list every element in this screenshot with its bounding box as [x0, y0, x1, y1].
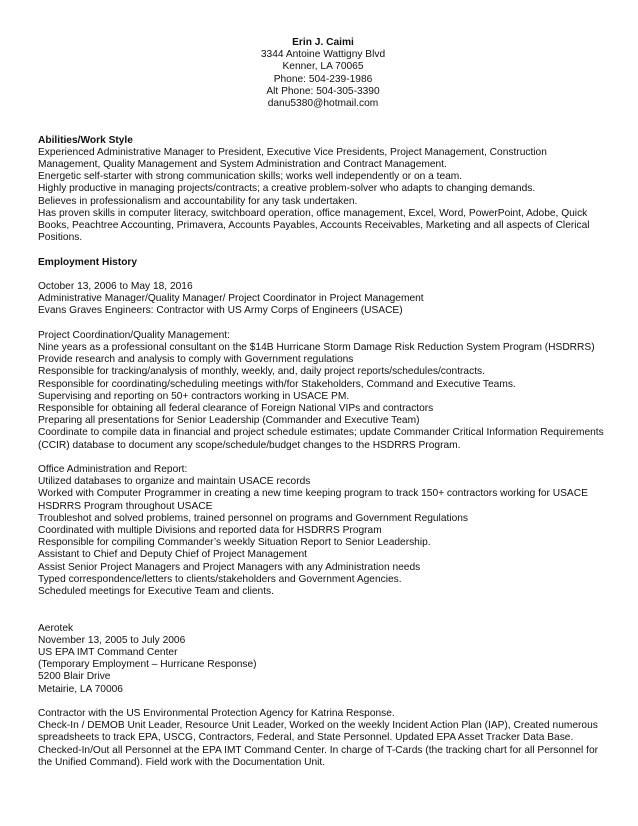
duty-line: Provide research and analysis to comply with Government regulations: [38, 354, 354, 366]
abilities-line: Believes in professionalism and accountability for any task undertaken.: [38, 195, 358, 207]
job-note: (Temporary Employment – Hurricane Response): [38, 659, 257, 671]
duty-line: Preparing all presentations for Senior Leadership (Commander and Executive Team): [38, 415, 420, 427]
email: danu5380@hotmail.com: [267, 98, 379, 110]
job-organization: US EPA IMT Command Center: [38, 647, 178, 659]
job-position: Administrative Manager/Quality Manager/ Project Coordinator in Project Management: [38, 293, 424, 305]
duty-line: Responsible for obtaining all federal clearance of Foreign National VIPs and contractors: [38, 403, 434, 415]
phone: Phone: 504-239-1986: [273, 73, 373, 85]
abilities-line: Highly productive in managing projects/contracts; a creative problem-solver who adapts to changing demands.: [38, 183, 536, 195]
duty-line: Scheduled meetings for Executive Team and clients.: [38, 586, 274, 598]
job-city: Metairie, LA 70006: [38, 683, 123, 695]
job-summary: Contractor with the US Environmental Protection Agency for Katrina Response.: [38, 708, 395, 720]
job-dates: October 13, 2006 to May 18, 2016: [38, 281, 193, 293]
duty-line: Supervising and reporting on 50+ contractors working in USACE PM.: [38, 390, 350, 402]
duty-line: Responsible for tracking/analysis of monthly, weekly, and, daily project reports/schedules/contracts.: [38, 366, 485, 378]
abilities-line: Energetic self-starter with strong communication skills; works well independently or on a team.: [38, 171, 463, 183]
duty-line: Assist Senior Project Managers and Project Managers with any Administration needs: [38, 561, 421, 573]
job-details: Check-In / DEMOB Unit Leader, Resource Unit Leader, Worked on the weekly Incident Action Plan (IAP), Created numerous spreadsheets to track EPA, USCG, Contractors, Federal, and State Personnel. Updated EPA Asset Tracker Data Base. Checked-In/Out all Personnel at the EPA IMT Command Center. In charge of T-Cards (the tracking chart for all Personnel for the Unified Command). Field work with the Documentation Unit.: [38, 720, 599, 768]
address-line-2: Kenner, LA 70065: [282, 61, 364, 73]
duty-line: Worked with Computer Programmer in creating a new time keeping program to track 150+ contractors working for USACE HSDRRS Program throughout USACE: [38, 488, 588, 512]
address-line-1: 3344 Antoine Wattigny Blvd: [260, 49, 386, 61]
job-evans-graves: [38, 281, 608, 598]
job-subsection-title: Office Administration and Report:: [38, 464, 188, 476]
job-employer: Evans Graves Engineers: Contractor with US Army Corps of Engineers (USACE): [38, 305, 403, 317]
employment-section: [38, 257, 608, 769]
abilities-title: Abilities/Work Style: [38, 134, 133, 146]
resume-header: [38, 37, 608, 110]
job-dates: November 13, 2005 to July 2006: [38, 634, 186, 646]
candidate-name: Erin J. Caimi: [292, 37, 354, 48]
duty-line: Typed correspondence/letters to clients/stakeholders and Government Agencies.: [38, 573, 402, 585]
duty-line: Assistant to Chief and Deputy Chief of Project Management: [38, 549, 307, 561]
duty-line: Responsible for coordinating/scheduling meetings with/for Stakeholders, Command and Executive Teams.: [38, 378, 516, 390]
job-aerotek: [38, 623, 608, 769]
abilities-line: Experienced Administrative Manager to President, Executive Vice Presidents, Project Management, Construction Management, Quality Management and System Administration and Contract Management.: [38, 146, 547, 171]
abilities-line: Has proven skills in computer literacy, switchboard operation, office management, Excel, Word, PowerPoint, Adobe, Quick Books, Peachtree Accounting, Primavera, Accounts Payables, Accounts Receivables, Marketing and all aspects of Clerical Positions.: [38, 207, 590, 244]
duty-line: Troubleshot and solved problems, trained personnel on programs and Government Regulations: [38, 512, 469, 524]
job-subsection-title: Project Coordination/Quality Management:: [38, 329, 230, 341]
alt-phone: Alt Phone: 504-305-3390: [266, 85, 380, 97]
duty-line: Coordinate to compile data in financial and project schedule estimates; update Commander Critical Information Requirements (CCIR) database to document any scope/schedule/budget changes to the HSDRRS Program.: [38, 427, 604, 451]
duty-line: Coordinated with multiple Divisions and reported data for HSDRRS Program: [38, 525, 382, 537]
abilities-section: [38, 135, 608, 245]
job-employer: Aerotek: [38, 622, 74, 634]
job-street: 5200 Blair Drive: [38, 671, 111, 683]
duty-line: Responsible for compiling Commander’s weekly Situation Report to Senior Leadership.: [38, 537, 431, 549]
employment-title: Employment History: [38, 256, 138, 268]
duty-line: Nine years as a professional consultant on the $14B Hurricane Storm Damage Risk Reduction System Program (HSDRRS): [38, 342, 595, 354]
duty-line: Utilized databases to organize and maintain USACE records: [38, 476, 311, 488]
